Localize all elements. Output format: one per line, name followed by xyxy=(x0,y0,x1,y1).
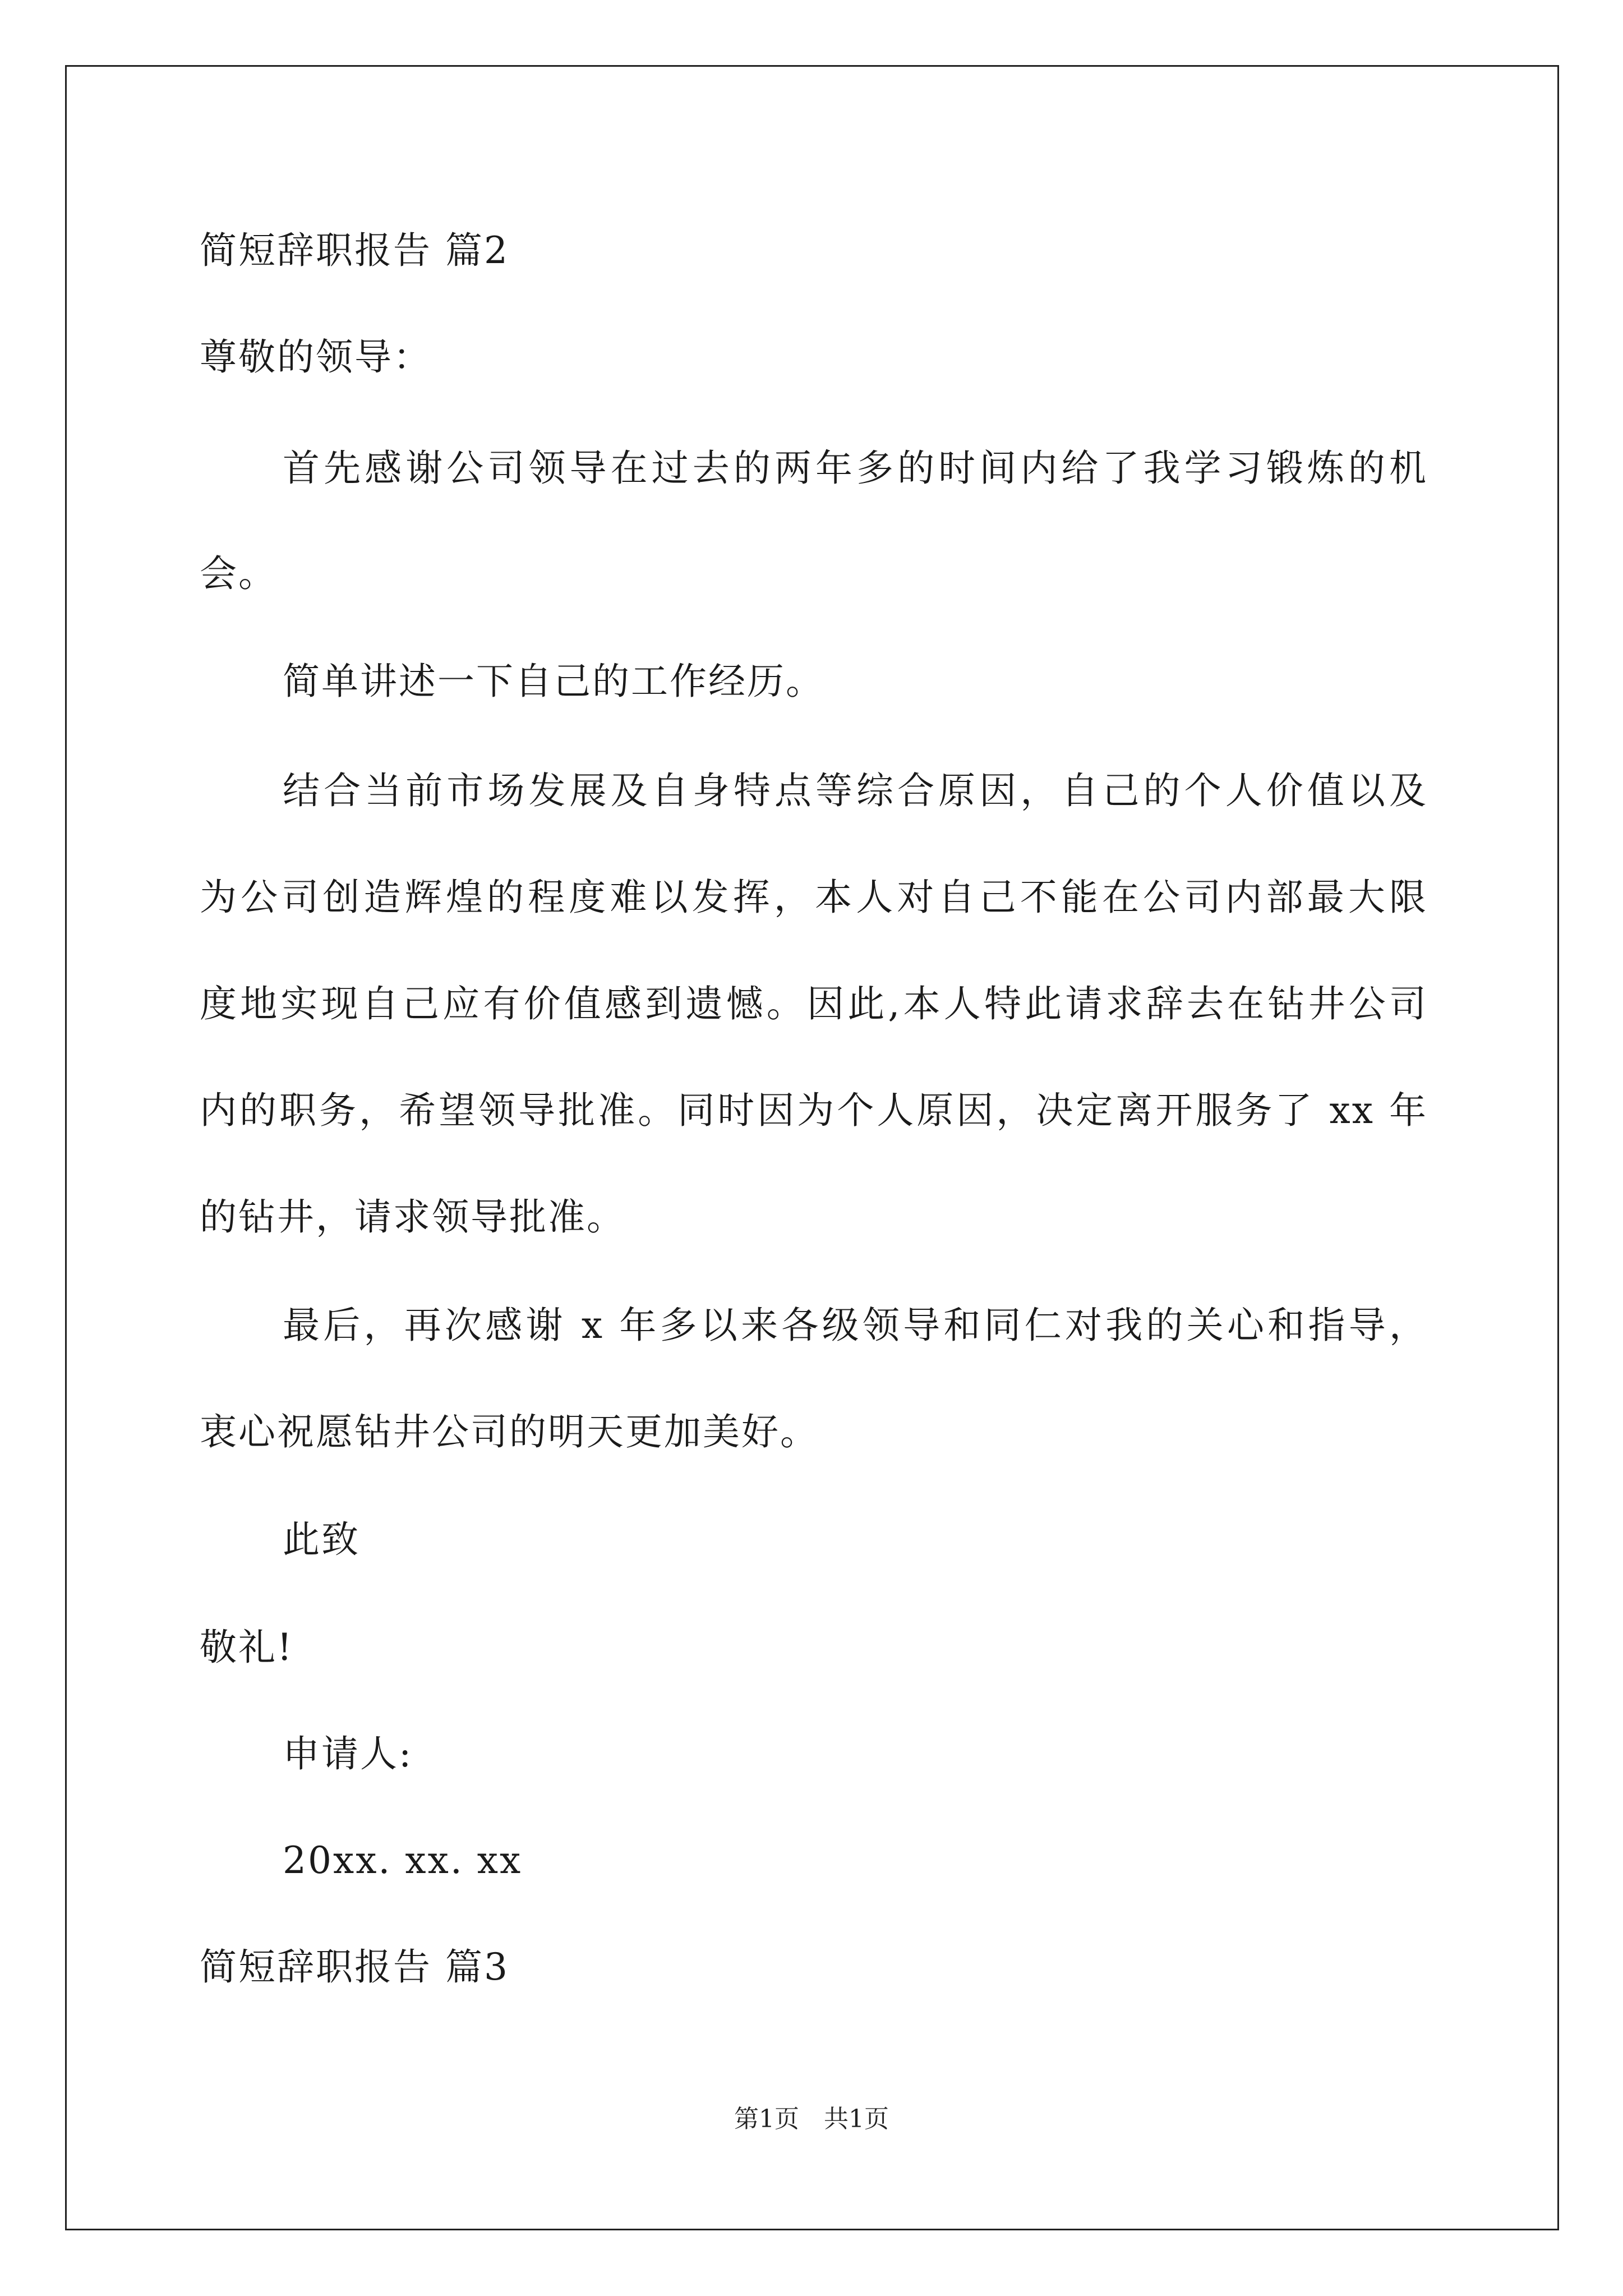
section-heading-2: 简短辞职报告 篇2 xyxy=(200,229,509,272)
closing-line: 敬礼! xyxy=(200,1626,294,1669)
date: 20xx. xx. xx xyxy=(283,1839,523,1882)
paragraph-line: 简单讲述一下自己的工作经历。 xyxy=(283,660,824,703)
paragraph-line: 首先感谢公司领导在过去的两年多的时间内给了我学习锻炼的机 xyxy=(283,447,1428,490)
paragraph-line: 内的职务，希望领导批准。同时因为个人原因，决定离开服务了 xx 年 xyxy=(200,1089,1428,1132)
paragraph-line: 结合当前市场发展及自身特点等综合原因，自己的个人价值以及 xyxy=(283,769,1428,812)
section-heading-3: 简短辞职报告 篇3 xyxy=(200,1945,509,1989)
paragraph-line: 衷心祝愿钻井公司的明天更加美好。 xyxy=(200,1410,819,1453)
paragraph-line: 度地实现自己应有价值感到遗憾。因此,本人特此请求辞去在钻井公司 xyxy=(200,982,1428,1025)
paragraph-line: 的钻井，请求领导批准。 xyxy=(200,1195,625,1239)
paragraph-line: 会。 xyxy=(200,552,277,595)
applicant-label: 申请人: xyxy=(283,1732,413,1775)
salutation: 尊敬的领导： xyxy=(200,335,432,379)
paragraph-line: 为公司创造辉煌的程度难以发挥，本人对自己不能在公司内部最大限 xyxy=(200,876,1428,919)
page-footer: 第1页 共1页 xyxy=(734,2105,889,2133)
paragraph-line: 最后，再次感谢 x 年多以来各级领导和同仁对我的关心和指导， xyxy=(283,1304,1428,1347)
closing-line: 此致 xyxy=(283,1518,360,1561)
page-border xyxy=(65,65,1559,2230)
